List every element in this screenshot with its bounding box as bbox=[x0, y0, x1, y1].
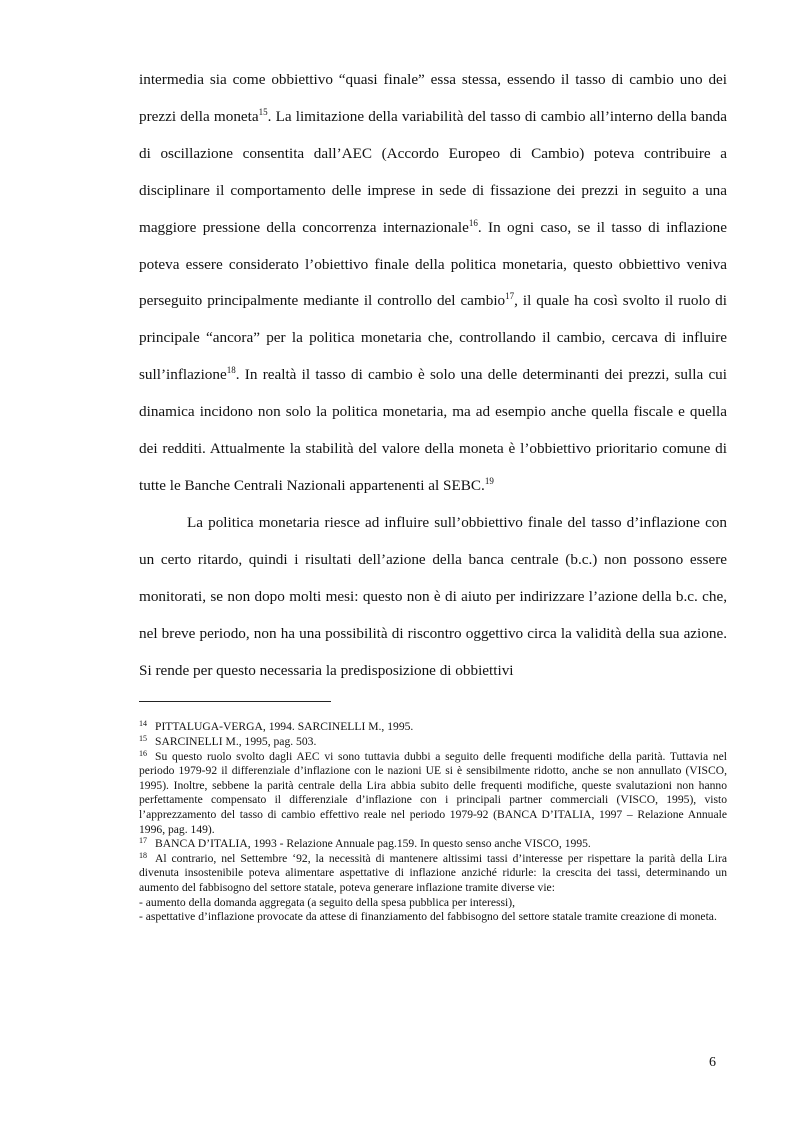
footnote-number: 15 bbox=[139, 734, 147, 743]
footnote-14 bbox=[139, 720, 727, 735]
footnotes bbox=[139, 720, 727, 924]
footnote-text: BANCA D’ITALIA, 1993 - Relazione Annuale pag.159. In questo senso anche VISCO, 1995. bbox=[155, 837, 591, 851]
footnote-ref: 17 bbox=[505, 291, 515, 302]
footnote-text: Al contrario, nel Settembre ‘92, la necessità di mantenere altissimi tassi d’interesse per rispettare la parità della Lira divenuta insostenibile poteva alimentare aspettative di inflazione anziché ridurle: la crescita dei tassi, determinando un aumento del fabbisogno del settore statale, poteva generare inflazione tramite diverse vie: bbox=[139, 851, 727, 894]
footnote-ref: 19 bbox=[484, 475, 494, 486]
page-body bbox=[139, 62, 727, 925]
footnote-ref: 18 bbox=[226, 365, 236, 376]
footnote-text: SARCINELLI M., 1995, pag. 503. bbox=[155, 735, 317, 748]
paragraph-2 bbox=[139, 505, 727, 690]
footnote-ref: 15 bbox=[258, 106, 268, 117]
footnote-number: 14 bbox=[139, 719, 147, 729]
footnote-16 bbox=[139, 750, 727, 838]
footnote-15 bbox=[139, 735, 727, 750]
paragraph-text: . In ogni caso, se il tasso di inflazione poteva essere considerato l’obiettivo finale della politica monetaria, questo obbiettivo veniva perseguito principalmente mediante il controllo del cambio bbox=[139, 218, 727, 310]
footnote-text: PITTALUGA-VERGA, 1994. SARCINELLI M., 1995. bbox=[155, 720, 414, 734]
footnote-text: - aspettative d’inflazione provocate da attese di finanziamento del fabbisogno del settore statale tramite creazione di moneta. bbox=[139, 910, 717, 924]
footnote-text: Su questo ruolo svolto dagli AEC vi sono tuttavia dubbi a seguito delle frequenti modifiche della parità. Tuttavia nel periodo 1979-92 il differenziale d’inflazione con le nazioni UE si è sensibilmente ridotto, anche se non annullato (VISCO, 1995). Inoltre, sebbene la parità centrale della Lira abbia subito delle frequenti modifiche, queste svalutazioni non hanno perfettamente compensato il differenziale d’inflazione con i principali partner commerciali (VISCO, 1995), visto l’apprezzamento del tasso di cambio effettivo reale nel periodo 1979-92 (BANCA D’ITALIA, 1997 – Relazione Annuale 1996, pag. 149). bbox=[139, 749, 727, 836]
paragraph-text: . La limitazione della variabilità del tasso di cambio all’interno della banda di oscillazione consentita dall’AEC (Accordo Europeo di Cambio) poteva contribuire a disciplinare il comportamento delle imprese in sede di fissazione dei prezzi in seguito a una maggiore pressione della concorrenza internazionale bbox=[139, 107, 728, 236]
footnote-number: 18 bbox=[139, 850, 147, 860]
footnote-17 bbox=[139, 837, 727, 852]
footnote-ref: 16 bbox=[468, 217, 478, 228]
page-number: 6 bbox=[709, 1055, 716, 1070]
paragraph-text: intermedia sia come obbiettivo “quasi finale” essa stessa, essendo il tasso di cambio uno dei prezzi della moneta bbox=[139, 71, 727, 125]
footnote-number: 17 bbox=[139, 836, 147, 846]
paragraph-text: La politica monetaria riesce ad influire sull’obbiettivo finale del tasso d’inflazione con un certo ritardo, quindi i risultati dell’azione della banca centrale (b.c.) non possono essere monitorati, se non dopo molti mesi: questo non è di aiuto per indirizzare l’azione della b.c. che, nel breve periodo, non ha una possibilità di riscontro oggettivo circa la validità della sua azione. Si rende per questo necessaria la predisposizione di obbiettivi bbox=[139, 513, 727, 679]
footnote-text: - aumento della domanda aggregata (a seguito della spesa pubblica per interessi), bbox=[139, 895, 516, 909]
paragraph-text: , il quale ha così svolto il ruolo di principale “ancora” per la politica monetaria che, controllando il cambio, cercava di influire sull’inflazione bbox=[139, 292, 727, 384]
paragraph-text: . In realtà il tasso di cambio è solo una delle determinanti dei prezzi, sulla cui dinamica incidono non solo la politica monetaria, ma ad esempio anche quella fiscale e quella dei redditi. Attualmente la stabilità del valore della moneta è l’obbiettivo prioritario comune di tutte le Banche Centrali Nazionali appartenenti al SEBC. bbox=[139, 366, 727, 494]
paragraph-1 bbox=[139, 62, 727, 505]
footnote-number: 16 bbox=[139, 748, 147, 758]
footnote-separator bbox=[139, 701, 331, 702]
footnote-18 bbox=[139, 852, 727, 925]
